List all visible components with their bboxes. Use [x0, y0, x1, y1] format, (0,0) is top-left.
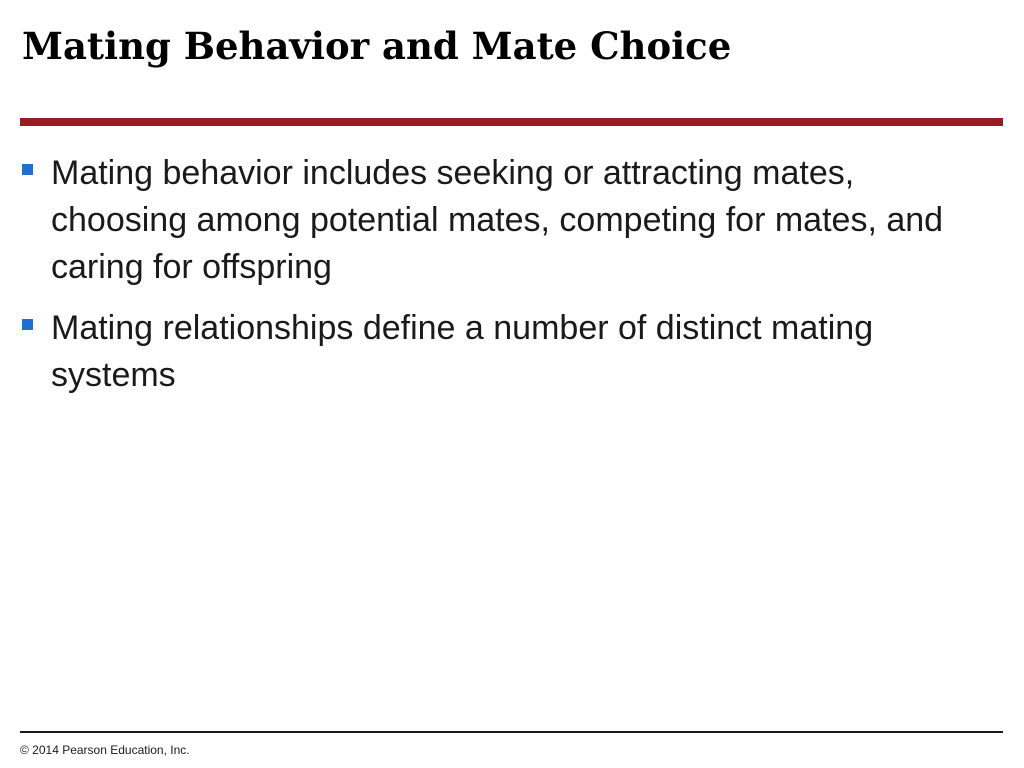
square-bullet-icon [22, 164, 33, 175]
bullet-item-2 [20, 305, 980, 399]
bullet-text-2: Mating relationships define a number of distinct mating systems [51, 309, 874, 394]
bullet-list [20, 150, 980, 413]
footer-divider [20, 731, 1003, 733]
bullet-text-1: Mating behavior includes seeking or attracting mates, choosing among potential mates, competing for mates, and caring for offspring [51, 154, 944, 286]
slide-title: Mating Behavior and Mate Choice [22, 24, 732, 68]
square-bullet-icon [22, 319, 33, 330]
bullet-item-1 [20, 150, 980, 291]
copyright-footer: © 2014 Pearson Education, Inc. [20, 743, 190, 757]
title-divider [20, 118, 1003, 126]
